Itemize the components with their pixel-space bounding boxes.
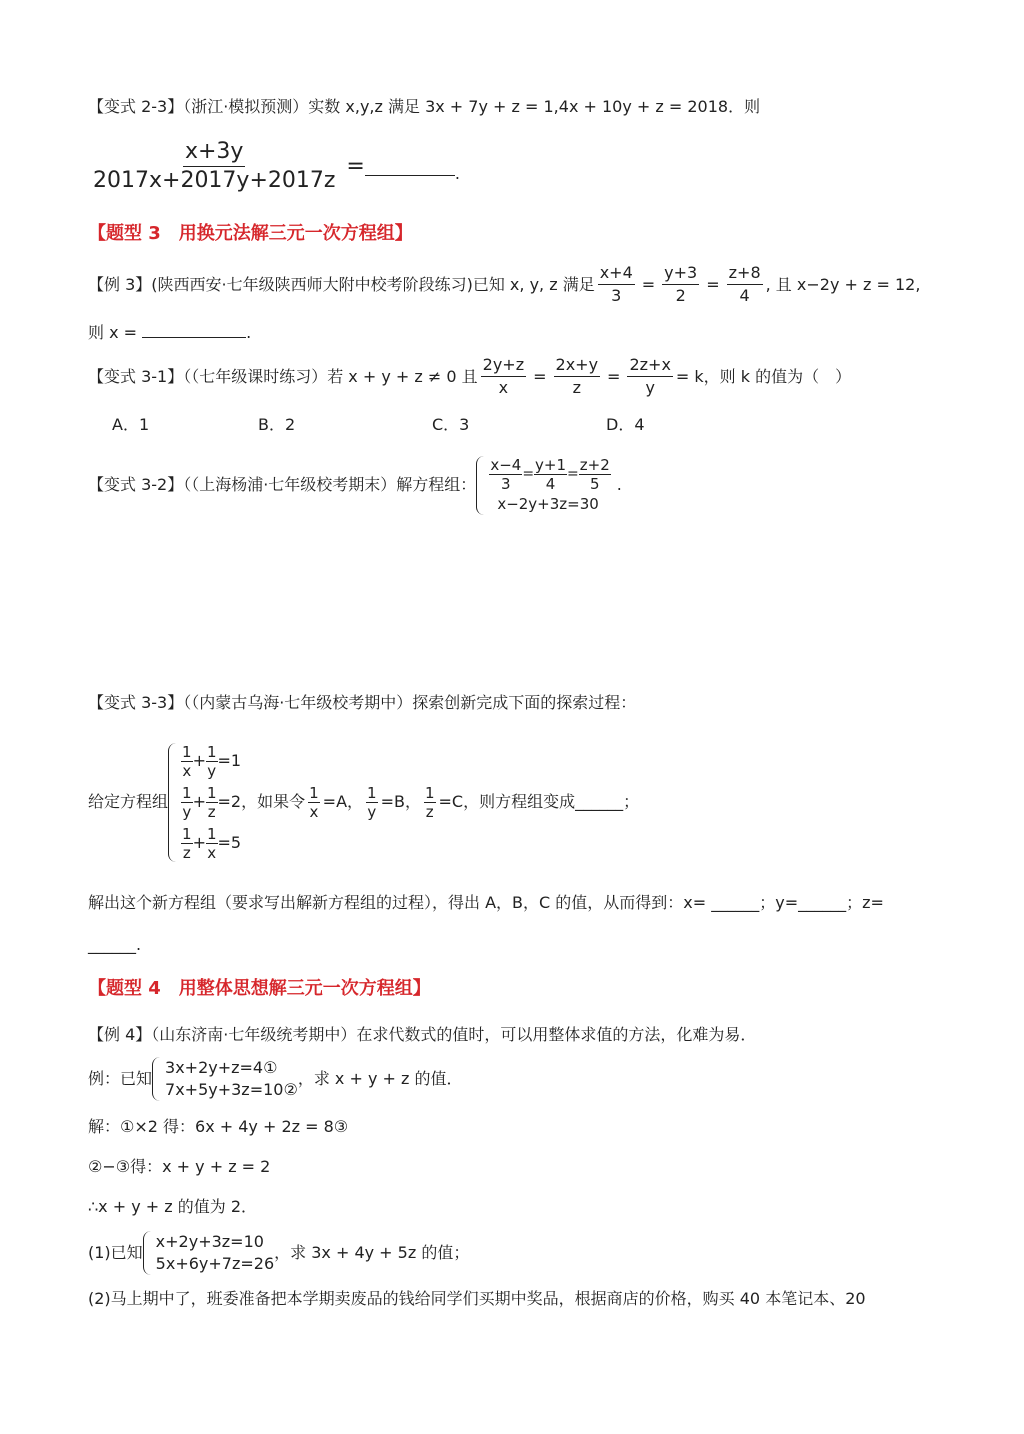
denominator: 4 (545, 474, 556, 493)
left-brace (143, 1231, 152, 1275)
equation-system (168, 743, 241, 862)
fraction (481, 354, 526, 399)
numerator: 1 (367, 783, 377, 802)
system-rows (165, 1057, 298, 1101)
fraction (308, 784, 320, 821)
numerator: 2x+y (554, 354, 601, 377)
solution-step-2: ②−③得：x + y + z = 2 (88, 1157, 271, 1176)
numerator: 2y+z (481, 354, 526, 377)
fraction (579, 456, 611, 493)
system-row-2 (181, 784, 241, 821)
section-title-type-3: 【题型 3 用换元法解三元一次方程组】 (88, 223, 413, 244)
equals-sign: = (346, 153, 365, 179)
fraction (424, 784, 436, 821)
plus-sign: + (192, 792, 206, 811)
equals-sign: = (706, 274, 720, 294)
variant-2-3-expression (88, 138, 460, 195)
fraction (554, 354, 601, 399)
option-a: A．1 (112, 415, 150, 434)
question-text: 则 x = (88, 323, 138, 342)
denominator: x (207, 843, 217, 862)
question-1-text: ，求 3x + 4y + 5z 的值； (274, 1243, 470, 1262)
numerator: x+3y (183, 138, 245, 167)
numerator: 1 (206, 742, 217, 761)
example-4-given (88, 1054, 462, 1104)
numerator: 1 (206, 824, 217, 843)
option-c: C．3 (432, 415, 470, 434)
denominator: z (425, 802, 434, 821)
equals-sign: = (641, 274, 656, 294)
fraction (366, 784, 378, 821)
numerator: z+2 (579, 455, 610, 474)
fraction (181, 825, 193, 862)
fraction (489, 456, 522, 493)
right-hand-side: =1 (217, 751, 242, 770)
denominator: 5 (590, 474, 600, 493)
option-b: B．2 (258, 415, 296, 434)
example-3-heading: 【例 3】(陕西西安·七年级陕西师大附中校考阶段练习)已知 x, y, z 满足 (88, 274, 595, 294)
answer-blank (365, 175, 455, 176)
solution-conclusion: ∴x + y + z 的值为 2． (88, 1197, 258, 1216)
numerator: y+3 (662, 262, 699, 285)
denominator: y (207, 761, 217, 780)
fraction (598, 262, 635, 307)
system-row-1 (181, 743, 241, 780)
example-3 (88, 262, 920, 307)
example-3-question (88, 322, 251, 344)
right-hand-side: =5 (217, 833, 242, 852)
right-hand-side: =2 (217, 792, 242, 811)
plus-sign: + (192, 751, 206, 770)
numerator: 2z+x (627, 354, 672, 377)
plus-sign: + (192, 833, 206, 852)
equation-system (476, 456, 610, 515)
denominator: 3 (611, 286, 622, 305)
left-brace (152, 1057, 161, 1101)
fraction (627, 354, 672, 399)
variant-3-3-system (88, 732, 639, 872)
denominator: x (182, 761, 192, 780)
example-4-heading: 【例 4】（山东济南·七年级统考期中）在求代数式的值时，可以用整体求值的方法，化难为易． (88, 1025, 757, 1044)
denominator: 3 (501, 474, 511, 493)
denominator: z (207, 802, 216, 821)
equals-sign: = (607, 366, 621, 386)
fraction (206, 743, 218, 780)
denominator: y (182, 802, 192, 821)
equals-sign: = (522, 466, 535, 482)
fraction (181, 784, 193, 821)
equals-sign: = (567, 466, 579, 482)
question-1 (88, 1228, 469, 1278)
system-row-2: 5x+6y+7z=26 (155, 1254, 275, 1273)
fraction (206, 825, 218, 862)
system-rows (156, 1231, 274, 1275)
variant-3-1 (88, 354, 851, 399)
equation-system (143, 1231, 274, 1275)
numerator: y+1 (535, 455, 567, 474)
denominator: y (645, 378, 655, 397)
numerator: 1 (182, 783, 192, 802)
variant-3-1-heading: 【变式 3-1】（（七年级课时练习）若 x + y + z ≠ 0 且 (88, 366, 478, 386)
denominator: z (572, 378, 581, 397)
variant-3-3-solve-line: 解出这个新方程组（要求写出解新方程组的过程），得出 A，B，C 的值，从而得到：x= ______；y=______；z= (88, 893, 884, 912)
numerator: z+8 (727, 262, 763, 285)
section-title-type-4: 【题型 4 用整体思想解三元一次方程组】 (88, 978, 431, 999)
question-2: (2)马上期中了，班委准备把本学期卖废品的钱给同学们买期中奖品，根据商店的价格，购买 40 本笔记本、20 (88, 1289, 866, 1308)
fraction (181, 743, 193, 780)
denominator: 2 (675, 286, 686, 305)
variant-3-2 (88, 452, 622, 518)
denominator: x (498, 378, 509, 397)
numerator: 1 (182, 742, 192, 761)
denominator: z (182, 843, 191, 862)
fraction (662, 262, 699, 307)
numerator: 1 (206, 783, 217, 802)
variant-3-3-solve-line-2: ______. (88, 935, 142, 954)
system-row-1: 3x+2y+z=4① (165, 1058, 278, 1077)
option-d: D．4 (606, 415, 645, 434)
variant-3-2-heading: 【变式 3-2】（（上海杨浦·七年级校考期末）解方程组： (88, 475, 477, 494)
solution-step-1: 解：①×2 得：6x + 4y + 2z = 8③ (88, 1117, 349, 1136)
numerator: x+4 (598, 262, 635, 285)
system-row-2: x−2y+3z=30 (497, 494, 599, 513)
answer-blank (142, 337, 246, 338)
system-row-1: x+2y+3z=10 (155, 1232, 264, 1251)
period: . (454, 163, 460, 183)
equation-system (152, 1057, 298, 1101)
question-1-label: (1)已知 (88, 1243, 143, 1262)
period: . (246, 323, 252, 342)
left-brace (476, 456, 485, 515)
denominator: 4 (739, 286, 750, 305)
variant-3-3-heading: 【变式 3-3】（（内蒙古乌海·七年级校考期中）探索创新完成下面的探索过程： (88, 693, 637, 712)
period: . (616, 475, 622, 494)
substitution-c: =C， (438, 792, 480, 811)
system-row-1 (489, 456, 610, 493)
substitution-b: =B， (380, 792, 421, 811)
fraction (206, 784, 218, 821)
denominator: y (367, 802, 377, 821)
fraction (91, 138, 337, 195)
fraction (534, 456, 567, 493)
system-row-3 (181, 825, 241, 862)
substitution-a: =A， (322, 792, 364, 811)
numerator: 1 (424, 783, 435, 802)
example-question: ，求 x + y + z 的值． (297, 1069, 463, 1088)
variant-2-3-heading: 【变式 2-3】（浙江·模拟预测）实数 x,y,z 满足 3x + 7y + z = 1,4x + 10y + z = 2018．则 (88, 97, 761, 116)
example-label: 例：已知 (88, 1069, 153, 1088)
numerator: x−4 (490, 455, 522, 474)
example-3-condition: , 且 x−2y + z = 12, (765, 274, 921, 294)
equals-sign: = (533, 366, 547, 386)
system-rows (489, 456, 610, 515)
numerator: 1 (309, 783, 319, 802)
numerator: 1 (182, 824, 192, 843)
denominator: 2017x+2017y+2017z (93, 168, 336, 193)
system-rows (181, 743, 241, 862)
given-label: 给定方程组 (88, 792, 169, 811)
variant-3-1-question: = k，则 k 的值为（ ） (675, 366, 852, 386)
left-brace (168, 743, 177, 862)
denominator: x (309, 802, 319, 821)
substitution-text: ，如果令 (241, 792, 306, 811)
system-becomes-text: 则方程组变成______； (479, 792, 640, 811)
system-row-2: 7x+5y+3z=10② (165, 1080, 298, 1099)
fraction (727, 262, 763, 307)
